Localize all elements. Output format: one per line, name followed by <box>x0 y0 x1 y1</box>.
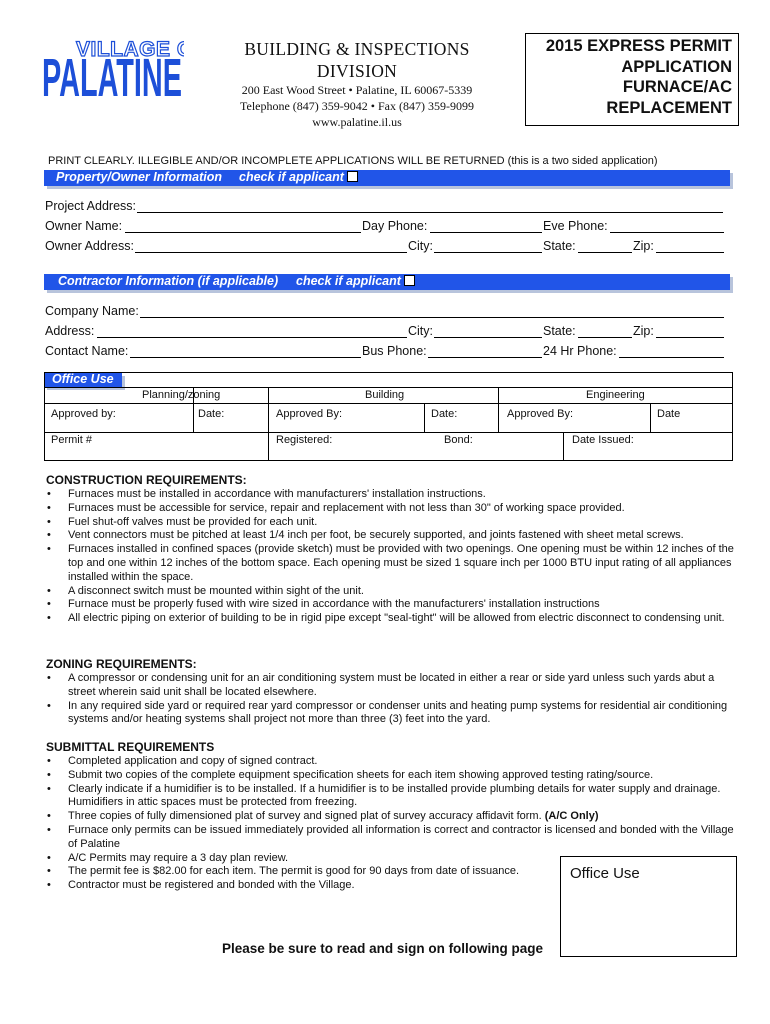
approved-by-planning: Approved by: <box>51 408 116 420</box>
list-item: • A disconnect switch must be mounted within sight of the unit. <box>46 585 734 599</box>
sign-reminder: Please be sure to read and sign on following page <box>222 941 544 956</box>
contractor-state-label: State: <box>543 324 576 338</box>
owner-city-label: City: <box>408 239 433 253</box>
col-engineering: Engineering <box>586 389 645 401</box>
zoning-list <box>46 672 734 727</box>
col-building: Building <box>365 389 405 401</box>
list-item: • In any required side yard or required rear yard compressor or condenser units and heating pump systems for residential air conditioning systems and/or heating systems shall project not more than three (3) feet into the yard. <box>46 700 734 728</box>
date-engineering: Date <box>657 408 681 420</box>
contractor-city-label: City: <box>408 324 433 338</box>
hr24-phone-label: 24 Hr Phone: <box>543 344 617 358</box>
contractor-address-input[interactable] <box>97 337 407 338</box>
list-item: • All electric piping on exterior of building to be in rigid pipe except "seal-tight" will be allowed from electric disconnect to condensing unit. <box>46 612 734 626</box>
day-phone-input[interactable] <box>430 232 542 233</box>
office-use-header: Office Use <box>44 373 122 387</box>
construction-title: CONSTRUCTION REQUIREMENTS: <box>46 473 247 487</box>
list-item: • Contractor must be registered and bonded with the Village. <box>46 879 734 893</box>
contractor-zip-input[interactable] <box>656 337 724 338</box>
owner-zip-label: Zip: <box>633 239 654 253</box>
hr24-phone-input[interactable] <box>619 357 724 358</box>
owner-state-label: State: <box>543 239 576 253</box>
owner-city-input[interactable] <box>434 252 542 253</box>
website-link: www.palatine.il.us <box>312 115 402 129</box>
list-item: • Fuel shut-off valves must be provided for each unit. <box>46 516 734 530</box>
bus-phone-input[interactable] <box>428 357 542 358</box>
list-item: • Furnaces must be accessible for service, repair and replacement with not less than 30" of working space provided. <box>46 502 734 516</box>
approved-by-building: Approved By: <box>276 408 343 420</box>
zoning-title: ZONING REQUIREMENTS: <box>46 657 197 671</box>
logo-top-text: VILLAGE <box>76 38 171 61</box>
approved-by-engineering: Approved By: <box>507 408 574 420</box>
contractor-state-input[interactable] <box>578 337 632 338</box>
list-item: • Furnaces must be installed in accordance with manufacturers' installation instructions. <box>46 488 734 502</box>
list-item: • Clearly indicate if a humidifier is to be installed. If a humidifier is to be installed provide plumbing details for water supply and drainage. Humidifiers in attic spaces must be protected from freezing. <box>46 783 734 811</box>
list-item: • A/C Permits may require a 3 day plan review. <box>46 852 734 866</box>
registered: Registered: <box>276 434 333 446</box>
owner-address-label: Owner Address: <box>45 239 134 253</box>
owner-name-input[interactable] <box>125 232 361 233</box>
project-address-label: Project Address: <box>45 199 137 213</box>
owner-applicant-checkbox[interactable] <box>347 171 358 182</box>
date-planning: Date: <box>198 408 225 420</box>
list-item: • Furnaces installed in confined spaces (provide sketch) must be provided with two openings. One opening must be within 12 inches of the top and one within 12 inches of the bottom space. Each opening must be sized 1 square inch per 1000 BTU input rating of all appliances installed within the space. <box>46 543 734 584</box>
date-building: Date: <box>431 408 458 420</box>
owner-address-input[interactable] <box>135 252 407 253</box>
logo-bottom-text: PALATINE <box>42 48 182 102</box>
owner-state-input[interactable] <box>578 252 632 253</box>
contact-name-label: Contact Name: <box>45 344 129 358</box>
day-phone-label: Day Phone: <box>362 219 428 233</box>
office-use-box-label: Office Use <box>570 865 640 882</box>
list-item: • Furnace must be properly fused with wire sized in accordance with the manufacturers' installation instructions <box>46 598 734 612</box>
col-planning: Planning/zoning <box>142 389 221 401</box>
list-item: • The permit fee is $82.00 for each item. The permit is good for 90 days from date of issuance. <box>46 865 533 879</box>
contractor-zip-label: Zip: <box>633 324 654 338</box>
division-address: 200 East Wood Street • Palatine, IL 60067-5339 Telephone (847) 359-9042 • Fax (847) 359-9099 www.palatine.il.us <box>222 82 492 130</box>
contact-name-input[interactable] <box>130 357 361 358</box>
construction-list <box>46 488 734 626</box>
company-name-label: Company Name: <box>45 304 139 318</box>
list-item: • Completed application and copy of signed contract. <box>46 755 734 769</box>
owner-zip-input[interactable] <box>656 252 724 253</box>
bond: Bond: <box>444 434 473 446</box>
form-title: 2015 EXPRESS PERMIT APPLICATION FURNACE/AC REPLACEMENT <box>525 33 739 126</box>
list-item: • Furnace only permits can be issued immediately provided all information is correct and contractor is licensed and bonded with the Village of Palatine <box>46 824 734 852</box>
office-use-box <box>560 856 737 957</box>
eve-phone-input[interactable] <box>610 232 724 233</box>
list-item: • Vent connectors must be pitched at least 1/4 inch per foot, be securely supported, and joints fastened with sheet metal screws. <box>46 529 734 543</box>
contractor-section-header: Contractor Information (if applicable) check if applicant <box>44 274 730 290</box>
date-issued: Date Issued: <box>572 434 634 446</box>
submittal-title: SUBMITTAL REQUIREMENTS <box>46 740 215 754</box>
owner-section-header: Property/Owner Information check if applicant <box>44 170 730 186</box>
project-address-input[interactable] <box>137 212 723 213</box>
owner-name-label: Owner Name: <box>45 219 123 233</box>
division-name: BUILDING & INSPECTIONS DIVISION <box>244 39 470 81</box>
list-item: • Three copies of fully dimensioned plat of survey and signed plat of survey accuracy affidavit form. (A/C Only) <box>46 810 734 824</box>
list-item: • A compressor or condensing unit for an air conditioning system must be located in either a rear or side yard unless such yards abut a street wherein said unit shall be located elsewhere. <box>46 672 734 700</box>
village-logo <box>42 34 184 102</box>
ac-only-note: (A/C Only) <box>544 810 599 823</box>
permit-number: Permit # <box>51 434 92 446</box>
bus-phone-label: Bus Phone: <box>362 344 427 358</box>
list-item: • Submit two copies of the complete equipment specification sheets for each item showing approved testing rating/source. <box>46 769 734 783</box>
contractor-applicant-checkbox[interactable] <box>404 275 415 286</box>
contractor-city-input[interactable] <box>434 337 542 338</box>
print-instructions: PRINT CLEARLY. ILLEGIBLE AND/OR INCOMPLETE APPLICATIONS WILL BE RETURNED (this is a two sided application) <box>48 155 658 167</box>
eve-phone-label: Eve Phone: <box>543 219 608 233</box>
contractor-address-label: Address: <box>45 324 95 338</box>
company-name-input[interactable] <box>140 317 724 318</box>
